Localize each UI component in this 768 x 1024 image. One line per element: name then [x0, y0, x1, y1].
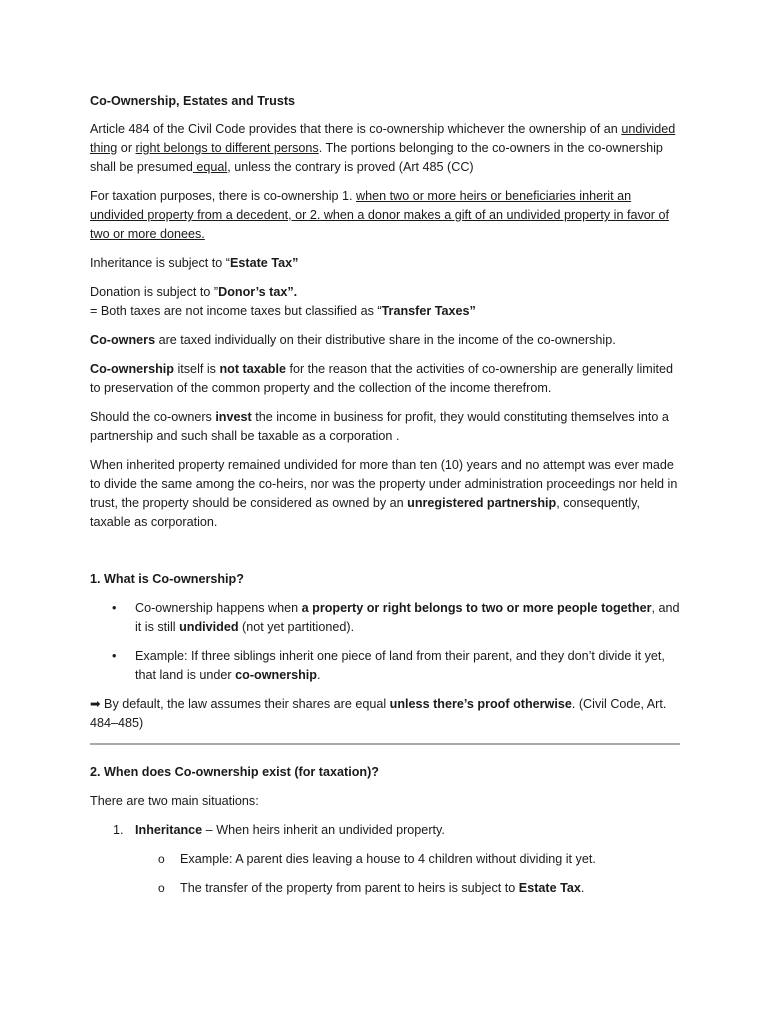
list-item: o The transfer of the property from parent to heirs is subject to Estate Tax.: [90, 879, 680, 898]
list-item: o Example: A parent dies leaving a house to 4 children without dividing it yet.: [90, 850, 680, 869]
number-marker: 1.: [113, 823, 124, 837]
bullet-marker: •: [112, 601, 117, 615]
bold-text: not taxable: [219, 362, 286, 376]
paragraph-unregistered-partnership: When inherited property remained undivided for more than ten (10) years and no attempt was ever made to divide the same among the co-heirs, nor was the property under administration proceedings nor held in trust, the property should be considered as owned by an unregistered partnership, consequently, taxable as corporation.: [90, 458, 678, 529]
bold-text: Donor’s tax”.: [218, 285, 298, 299]
bold-text: invest: [215, 410, 252, 424]
blank-space: [90, 542, 680, 570]
bold-text: Inheritance: [135, 823, 203, 837]
bold-text: a property or right belongs to two or more people together: [301, 601, 652, 615]
sub-bullet-marker: o: [158, 852, 165, 866]
bold-text: Estate Tax: [518, 881, 581, 895]
bold-text: undivided: [179, 620, 239, 634]
bullet-marker: •: [112, 649, 117, 663]
bold-text: Co-owners: [90, 333, 156, 347]
sub-bullet-marker: o: [158, 881, 165, 895]
underlined-text: right belongs to different persons: [135, 141, 319, 155]
paragraph-transfer-taxes: = Both taxes are not income taxes but classified as “Transfer Taxes”: [90, 304, 476, 318]
section-heading-when-does-co-ownership-exist: 2. When does Co-ownership exist (for taxation)?: [90, 765, 379, 779]
document-page: [90, 92, 680, 908]
underlined-text: undivided thing: [90, 122, 676, 155]
paragraph-default-equal-shares: ➡ By default, the law assumes their shares are equal unless there’s proof otherwise. (Civil Code, Art. 484–485): [90, 697, 667, 730]
bold-text: unregistered partnership: [407, 496, 557, 510]
underlined-text: when two or more heirs or beneficiaries inherit an undivided property from a decedent, or 2. when a donor makes a gift of an undivided property in favor of two or more donees.: [90, 189, 669, 241]
paragraph-invest: Should the co-owners invest the income in business for profit, they would constituting themselves into a partnership and such shall be taxable as a corporation .: [90, 410, 669, 443]
paragraph-article-484: Article 484 of the Civil Code provides that there is co-ownership whichever the ownership of an undivided thing or right belongs to different persons. The portions belonging to the co-owners in the co-ownership shall be presumed equal, unless the contrary is proved (Art 485 (CC): [90, 122, 676, 174]
underlined-text: equal: [192, 160, 228, 174]
paragraph-not-taxable: Co-ownership itself is not taxable for the reason that the activities of co-ownership are generally limited to preservation of the common property and the collection of the income therefrom.: [90, 362, 674, 395]
horizontal-rule: [90, 743, 680, 745]
paragraph-inheritance: Inheritance is subject to “Estate Tax”: [90, 256, 299, 270]
list-item: 1. Inheritance – When heirs inherit an undivided property.: [90, 821, 680, 840]
paragraph-two-situations: There are two main situations:: [90, 794, 259, 808]
sub-list: [90, 850, 680, 898]
bold-text: Estate Tax”: [230, 256, 299, 270]
paragraph-co-owners-taxed: Co-owners are taxed individually on their distributive share in the income of the co-ownership.: [90, 333, 616, 347]
bold-text: co-ownership: [235, 668, 317, 682]
right-arrow-icon: ➡: [90, 697, 101, 711]
document-title: Co-Ownership, Estates and Trusts: [90, 94, 296, 108]
numbered-list: [90, 821, 680, 840]
paragraph-donation: Donation is subject to ”Donor’s tax”.: [90, 285, 298, 299]
list-item: • Co-ownership happens when a property or right belongs to two or more people together, and it is still undivided (not yet partitioned).: [112, 601, 680, 634]
bold-text: Co-ownership: [90, 362, 174, 376]
bold-text: unless there’s proof otherwise: [389, 697, 572, 711]
paragraph-taxation-purposes: For taxation purposes, there is co-ownership 1. when two or more heirs or beneficiaries inherit an undivided property from a decedent, or 2. when a donor makes a gift of an undivided property in favor of two or more donees.: [90, 189, 669, 241]
section-heading-what-is-co-ownership: 1. What is Co-ownership?: [90, 572, 244, 586]
list-item: • Example: If three siblings inherit one piece of land from their parent, and they don’t divide it yet, that land is under co-ownership.: [112, 649, 665, 682]
bullet-list: [90, 599, 680, 685]
bold-text: Transfer Taxes”: [381, 304, 476, 318]
